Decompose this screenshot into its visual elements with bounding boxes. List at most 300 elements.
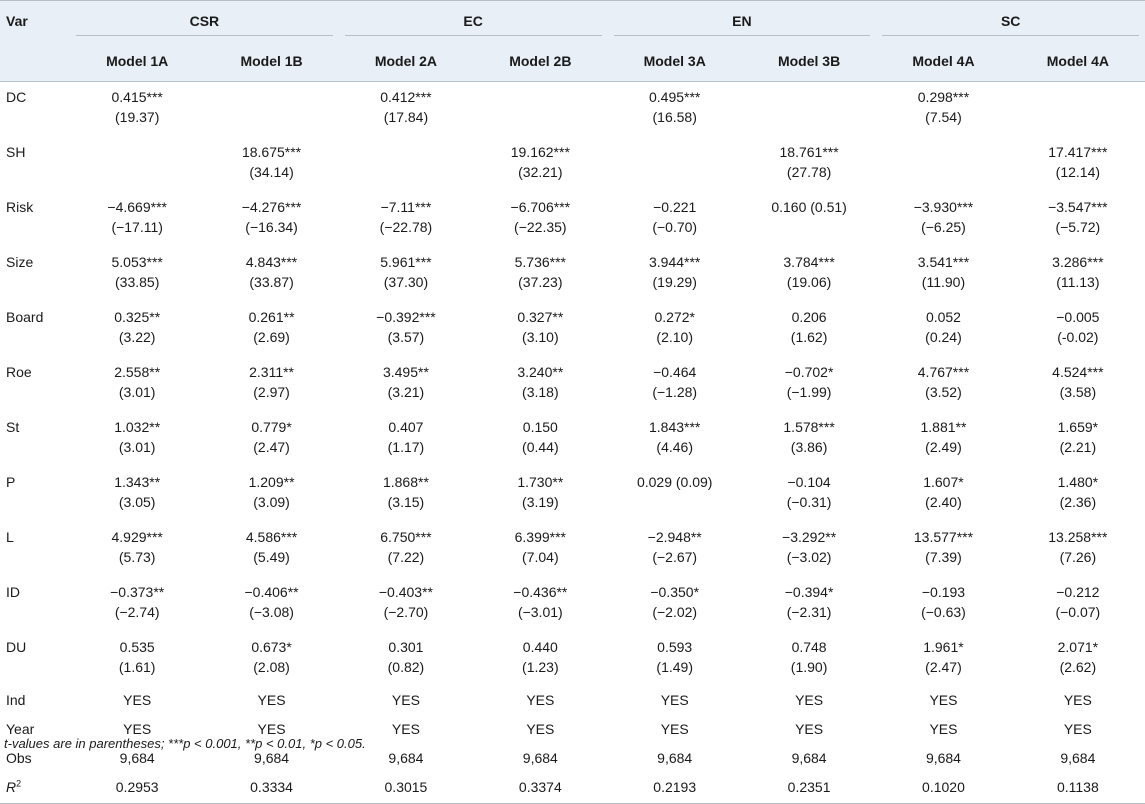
coefficient-value: −0.212 xyxy=(1056,584,1100,600)
coefficient-value: 0.407 xyxy=(388,419,424,435)
table-row xyxy=(0,522,1145,577)
coefficient-value: 3.495** xyxy=(382,364,429,380)
coefficient-value: −0.436** xyxy=(513,584,568,600)
table-header xyxy=(0,1,1145,82)
t-value: (2.10) xyxy=(656,329,693,345)
t-value: (−2.31) xyxy=(786,604,832,620)
coefficient-cell xyxy=(608,412,742,467)
coefficient-cell xyxy=(70,467,204,522)
table-row xyxy=(0,467,1145,522)
coefficient-value: −0.394* xyxy=(784,584,834,600)
row-variable-label: DU xyxy=(6,639,27,655)
coefficient-cell xyxy=(876,192,1010,247)
t-value: (−5.72) xyxy=(1055,219,1101,235)
coefficient-value: −0.464 xyxy=(653,364,697,380)
row-variable-label xyxy=(0,774,70,804)
coefficient-value: 0.495*** xyxy=(649,89,701,105)
coefficient-value: 1.881** xyxy=(920,419,967,435)
coefficient-cell xyxy=(339,577,473,632)
coefficient-cell xyxy=(473,577,607,632)
coefficient-cell xyxy=(742,82,876,138)
t-value: (3.58) xyxy=(1059,384,1097,400)
coefficient-cell xyxy=(1011,467,1145,522)
coefficient-cell xyxy=(1011,82,1145,138)
coefficient-cell xyxy=(742,247,876,302)
coefficient-value: 1.730** xyxy=(517,474,564,490)
t-value: (33.87) xyxy=(249,274,294,290)
coefficient-cell xyxy=(473,192,607,247)
t-value: (3.52) xyxy=(925,384,962,400)
coefficient-cell xyxy=(742,137,876,192)
coefficient-value: 0.412*** xyxy=(380,89,432,105)
value-cell: 0.2953 xyxy=(70,774,204,804)
table-row xyxy=(0,247,1145,302)
t-value: (19.29) xyxy=(652,274,697,290)
coefficient-value: −0.392*** xyxy=(376,309,436,325)
coefficient-cell xyxy=(204,357,338,412)
row-variable-label: DC xyxy=(6,89,27,105)
coefficient-cell xyxy=(742,302,876,357)
coefficient-cell xyxy=(742,577,876,632)
coefficient-cell xyxy=(1011,577,1145,632)
coefficient-cell xyxy=(339,632,473,687)
t-value: (−22.78) xyxy=(379,219,433,235)
coefficient-cell xyxy=(876,412,1010,467)
table-row xyxy=(0,192,1145,247)
value-cell: 0.2193 xyxy=(608,774,742,804)
coefficient-cell xyxy=(339,302,473,357)
coefficient-value: 0.052 xyxy=(925,309,961,325)
coefficient-value: 1.343** xyxy=(114,474,161,490)
coefficient-value: −0.350* xyxy=(650,584,700,600)
coefficient-value: 1.480* xyxy=(1057,474,1099,490)
table-row xyxy=(0,577,1145,632)
t-value: (3.19) xyxy=(522,494,559,510)
t-value: (17.84) xyxy=(383,109,429,125)
t-value: (27.78) xyxy=(786,164,832,180)
coefficient-cell xyxy=(339,412,473,467)
model-header-row xyxy=(0,42,1145,82)
coefficient-cell xyxy=(204,192,338,247)
t-value: (3.05) xyxy=(118,494,156,510)
coefficient-value: 0.150 xyxy=(522,419,558,435)
t-value: (5.73) xyxy=(118,549,156,565)
table-body xyxy=(0,82,1145,804)
coefficient-value: 2.071* xyxy=(1057,639,1099,655)
coefficient-cell xyxy=(1011,522,1145,577)
t-value: (2.08) xyxy=(253,659,290,675)
coefficient-cell xyxy=(608,302,742,357)
group-header-en xyxy=(608,1,877,42)
coefficient-cell xyxy=(608,247,742,302)
group-label: EC xyxy=(463,13,483,29)
t-value: (12.14) xyxy=(1055,164,1101,180)
coefficient-value: −0.193 xyxy=(921,584,966,600)
value-cell: YES xyxy=(391,721,420,737)
coefficient-value: 0.301 xyxy=(388,639,424,655)
coefficient-cell xyxy=(1011,412,1145,467)
coefficient-value: 13.258*** xyxy=(1048,529,1108,545)
t-value: (19.37) xyxy=(115,109,160,125)
coefficient-cell xyxy=(742,632,876,687)
group-label: EN xyxy=(732,13,752,29)
t-value: (3.86) xyxy=(790,439,828,455)
table-footnote: t-values are in parentheses; ***p < 0.001, **p < 0.01, *p < 0.05. xyxy=(4,736,366,751)
model-header: Model 1B xyxy=(204,42,338,82)
row-variable-label: Roe xyxy=(6,364,32,380)
t-value: (3.01) xyxy=(118,439,156,455)
coefficient-value: 4.586*** xyxy=(245,529,298,545)
value-cell: YES xyxy=(660,721,689,737)
coefficient-cell xyxy=(742,192,876,247)
coefficient-value: 5.736*** xyxy=(514,254,567,270)
t-value: (−16.34) xyxy=(245,219,298,235)
t-value: (−0.70) xyxy=(652,219,698,235)
coefficient-cell xyxy=(70,357,204,412)
value-cell: 0.2351 xyxy=(742,774,876,804)
t-value: (1.49) xyxy=(656,659,693,675)
coefficient-value: 0.272* xyxy=(654,309,695,325)
coefficient-cell xyxy=(204,302,338,357)
t-value: (7.26) xyxy=(1059,549,1097,565)
t-value: (4.46) xyxy=(656,439,693,455)
t-value: (−2.67) xyxy=(652,549,698,565)
t-value: (2.40) xyxy=(925,494,962,510)
t-value: (−2.02) xyxy=(652,604,698,620)
model-header: Model 2A xyxy=(339,42,473,82)
coefficient-value: 4.524*** xyxy=(1052,364,1104,380)
table-row xyxy=(0,632,1145,687)
row-variable-label: ID xyxy=(6,584,20,600)
coefficient-cell xyxy=(608,522,742,577)
coefficient-cell xyxy=(473,632,607,687)
value-cell: 9,684 xyxy=(119,750,155,766)
coefficient-value: 1.843*** xyxy=(649,419,701,435)
coefficient-cell xyxy=(473,412,607,467)
coefficient-cell xyxy=(70,577,204,632)
group-rule xyxy=(76,35,333,36)
t-value: (−3.01) xyxy=(517,604,563,620)
value-cell: 0.3015 xyxy=(339,774,473,804)
t-value: (1.17) xyxy=(387,439,425,455)
coefficient-cell xyxy=(473,247,607,302)
t-value: (−17.11) xyxy=(111,219,163,235)
coefficient-value: 3.944*** xyxy=(649,254,701,270)
row-variable-label: P xyxy=(6,474,16,490)
coefficient-cell xyxy=(473,467,607,522)
t-value: (1.61) xyxy=(118,659,156,675)
coefficient-cell xyxy=(204,82,338,138)
value-cell: YES xyxy=(1063,721,1092,737)
coefficient-value: −2.948** xyxy=(647,529,702,545)
coefficient-value: 0.029 (0.09) xyxy=(636,474,713,490)
coefficient-value: −0.373** xyxy=(110,584,165,600)
coefficient-value: 19.162*** xyxy=(510,144,570,160)
t-value: (2.62) xyxy=(1059,659,1097,675)
coefficient-value: 0.535 xyxy=(119,639,155,655)
coefficient-value: −3.547*** xyxy=(1048,199,1108,215)
coefficient-cell xyxy=(204,522,338,577)
coefficient-value: 0.593 xyxy=(657,639,693,655)
group-rule xyxy=(882,35,1139,36)
t-value: (3.10) xyxy=(522,329,559,345)
coefficient-cell xyxy=(339,467,473,522)
t-value: (3.15) xyxy=(387,494,425,510)
t-value: (11.13) xyxy=(1056,274,1100,290)
coefficient-cell xyxy=(1011,192,1145,247)
t-value: (2.47) xyxy=(925,659,962,675)
coefficient-cell xyxy=(473,522,607,577)
group-header-sc xyxy=(876,1,1145,42)
value-cell: YES xyxy=(391,692,420,708)
t-value: (3.01) xyxy=(118,384,156,400)
t-value: (1.90) xyxy=(790,659,828,675)
t-value: (3.22) xyxy=(118,329,156,345)
coefficient-cell xyxy=(339,82,473,138)
value-cell: YES xyxy=(257,721,286,737)
coefficient-value: 0.298*** xyxy=(917,89,970,105)
coefficient-value: 0.748 xyxy=(791,639,827,655)
coefficient-cell xyxy=(204,247,338,302)
coefficient-cell xyxy=(70,192,204,247)
coefficient-cell xyxy=(876,632,1010,687)
coefficient-cell xyxy=(608,357,742,412)
t-value: (2.47) xyxy=(253,439,290,455)
t-value: (16.58) xyxy=(652,109,697,125)
coefficient-value: 0.673* xyxy=(251,639,292,655)
t-value: (3.18) xyxy=(522,384,559,400)
group-label: CSR xyxy=(189,13,220,29)
row-variable-label: Year xyxy=(6,721,35,737)
coefficient-value: 5.961*** xyxy=(380,254,432,270)
coefficient-cell xyxy=(876,137,1010,192)
row-variable-label: Ind xyxy=(6,692,26,708)
coefficient-value: −6.706*** xyxy=(510,199,571,215)
coefficient-value: 2.558** xyxy=(114,364,161,380)
row-variable-label: SH xyxy=(6,144,26,160)
coefficient-cell xyxy=(339,137,473,192)
t-value: (0.82) xyxy=(387,659,425,675)
t-value: (3.21) xyxy=(387,384,425,400)
coefficient-cell xyxy=(876,522,1010,577)
coefficient-value: 1.961* xyxy=(923,639,964,655)
table-row xyxy=(0,774,1145,804)
value-cell: 9,684 xyxy=(522,750,558,766)
coefficient-value: −0.221 xyxy=(653,199,697,215)
coefficient-cell xyxy=(473,357,607,412)
coefficient-cell xyxy=(204,137,338,192)
t-value: (2.97) xyxy=(253,384,290,400)
table-row xyxy=(0,412,1145,467)
coefficient-value: 3.240** xyxy=(517,364,564,380)
coefficient-value: 4.767*** xyxy=(917,364,970,380)
coefficient-cell xyxy=(608,82,742,138)
t-value: (33.85) xyxy=(115,274,160,290)
coefficient-cell xyxy=(1011,357,1145,412)
coefficient-value: 13.577*** xyxy=(913,529,974,545)
coefficient-cell xyxy=(204,632,338,687)
coefficient-cell xyxy=(742,412,876,467)
coefficient-value: −0.005 xyxy=(1056,309,1100,325)
t-value: (−6.25) xyxy=(921,219,966,235)
coefficient-cell xyxy=(1011,137,1145,192)
coefficient-value: 0.325** xyxy=(114,309,161,325)
value-cell: YES xyxy=(795,692,824,708)
coefficient-cell xyxy=(70,632,204,687)
t-value: (7.39) xyxy=(925,549,962,565)
t-value: (2.49) xyxy=(925,439,962,455)
coefficient-value: −7.11*** xyxy=(380,199,432,215)
coefficient-cell xyxy=(608,577,742,632)
coefficient-value: −0.406** xyxy=(244,584,299,600)
t-value: (3.57) xyxy=(387,329,425,345)
t-value: (3.09) xyxy=(253,494,290,510)
t-value: (7.22) xyxy=(387,549,425,565)
coefficient-cell xyxy=(339,522,473,577)
coefficient-value: −0.403** xyxy=(378,584,433,600)
coefficient-cell xyxy=(876,577,1010,632)
coefficient-value: −3.292** xyxy=(782,529,837,545)
coefficient-value: 1.607* xyxy=(923,474,964,490)
t-value: (−2.70) xyxy=(383,604,429,620)
t-value: (2.21) xyxy=(1059,439,1097,455)
coefficient-value: 18.761*** xyxy=(779,144,839,160)
coefficient-cell xyxy=(204,577,338,632)
coefficient-cell xyxy=(1011,247,1145,302)
t-value: (1.23) xyxy=(522,659,559,675)
table-row xyxy=(0,82,1145,138)
coefficient-value: 1.032** xyxy=(114,419,161,435)
coefficient-value: 0.160 (0.51) xyxy=(771,199,847,215)
t-value: (7.54) xyxy=(925,109,962,125)
group-header-ec xyxy=(339,1,608,42)
table-row xyxy=(0,137,1145,192)
value-cell: 9,684 xyxy=(1060,750,1096,766)
coefficient-cell xyxy=(70,522,204,577)
value-cell: YES xyxy=(929,721,958,737)
coefficient-cell xyxy=(876,302,1010,357)
table-row xyxy=(0,687,1145,716)
coefficient-value: 0.206 xyxy=(791,309,827,325)
group-rule xyxy=(345,35,602,36)
t-value: (2.69) xyxy=(253,329,290,345)
t-value: (1.62) xyxy=(790,329,828,345)
coefficient-cell xyxy=(473,137,607,192)
coefficient-cell xyxy=(339,247,473,302)
group-rule xyxy=(614,35,871,36)
row-variable-label: Board xyxy=(6,309,44,325)
value-cell: YES xyxy=(929,692,958,708)
t-value: (−3.08) xyxy=(249,604,294,620)
value-cell: YES xyxy=(795,721,824,737)
coefficient-value: 3.286*** xyxy=(1052,254,1104,270)
row-variable-label: Risk xyxy=(6,199,34,215)
group-label: SC xyxy=(1000,13,1021,29)
coefficient-cell xyxy=(70,412,204,467)
coefficient-value: 0.327** xyxy=(517,309,564,325)
coefficient-cell xyxy=(742,357,876,412)
t-value: (11.90) xyxy=(921,274,966,290)
coefficient-value: 3.784*** xyxy=(783,254,835,270)
t-value: (19.06) xyxy=(786,274,832,290)
t-value: (5.49) xyxy=(253,549,290,565)
r-squared-symbol: R xyxy=(6,779,17,795)
value-cell: YES xyxy=(257,692,286,708)
var-column-header: Var xyxy=(0,1,70,82)
value-cell: YES xyxy=(123,692,152,708)
value-cell: 0.1138 xyxy=(1011,774,1145,804)
value-cell: 9,684 xyxy=(657,750,693,766)
value-cell: 9,684 xyxy=(925,750,961,766)
coefficient-value: 3.541*** xyxy=(917,254,970,270)
coefficient-cell xyxy=(70,247,204,302)
coefficient-value: 0.440 xyxy=(522,639,558,655)
coefficient-value: −4.669*** xyxy=(107,199,167,215)
group-header-csr xyxy=(70,1,339,42)
model-header: Model 4A xyxy=(1011,42,1145,82)
coefficient-value: −3.930*** xyxy=(913,199,974,215)
coefficient-cell xyxy=(1011,632,1145,687)
coefficient-value: 4.843*** xyxy=(245,254,298,270)
coefficient-cell xyxy=(608,467,742,522)
coefficient-cell xyxy=(339,192,473,247)
coefficient-cell xyxy=(1011,302,1145,357)
coefficient-cell xyxy=(876,82,1010,138)
t-value: (−1.28) xyxy=(652,384,698,400)
coefficient-value: 0.261** xyxy=(248,309,295,325)
coefficient-value: 1.578*** xyxy=(783,419,835,435)
model-header: Model 1A xyxy=(70,42,204,82)
coefficient-cell xyxy=(473,82,607,138)
model-header: Model 4A xyxy=(876,42,1010,82)
coefficient-value: 0.415*** xyxy=(111,89,163,105)
coefficient-cell xyxy=(608,137,742,192)
t-value: (-0.02) xyxy=(1057,329,1099,345)
row-variable-label: Size xyxy=(6,254,34,270)
row-variable-label: Obs xyxy=(6,750,32,766)
coefficient-value: 1.659* xyxy=(1057,419,1099,435)
model-header: Model 3B xyxy=(742,42,876,82)
coefficient-value: 0.779* xyxy=(251,419,292,435)
t-value: (2.36) xyxy=(1059,494,1097,510)
coefficient-value: −0.702* xyxy=(784,364,834,380)
value-cell: 0.3334 xyxy=(204,774,338,804)
t-value: (−0.63) xyxy=(921,604,966,620)
coefficient-cell xyxy=(608,192,742,247)
coefficient-cell xyxy=(608,632,742,687)
value-cell: YES xyxy=(1063,692,1092,708)
coefficient-cell xyxy=(742,522,876,577)
coefficient-cell xyxy=(876,247,1010,302)
coefficient-value: −0.104 xyxy=(787,474,831,490)
value-cell: 9,684 xyxy=(791,750,827,766)
coefficient-value: 2.311** xyxy=(249,364,295,380)
coefficient-cell xyxy=(204,467,338,522)
coefficient-value: 1.868** xyxy=(382,474,429,490)
coefficient-value: −4.276*** xyxy=(241,199,302,215)
coefficient-value: 18.675*** xyxy=(241,144,302,160)
coefficient-value: 17.417*** xyxy=(1048,144,1108,160)
model-header: Model 2B xyxy=(473,42,607,82)
value-cell: YES xyxy=(526,721,555,737)
value-cell: 0.3374 xyxy=(473,774,607,804)
t-value: (0.24) xyxy=(925,329,962,345)
model-header: Model 3A xyxy=(608,42,742,82)
coefficient-cell xyxy=(70,137,204,192)
row-variable-label: L xyxy=(6,529,14,545)
coefficient-value: 1.209** xyxy=(248,474,295,490)
t-value: (−3.02) xyxy=(786,549,832,565)
